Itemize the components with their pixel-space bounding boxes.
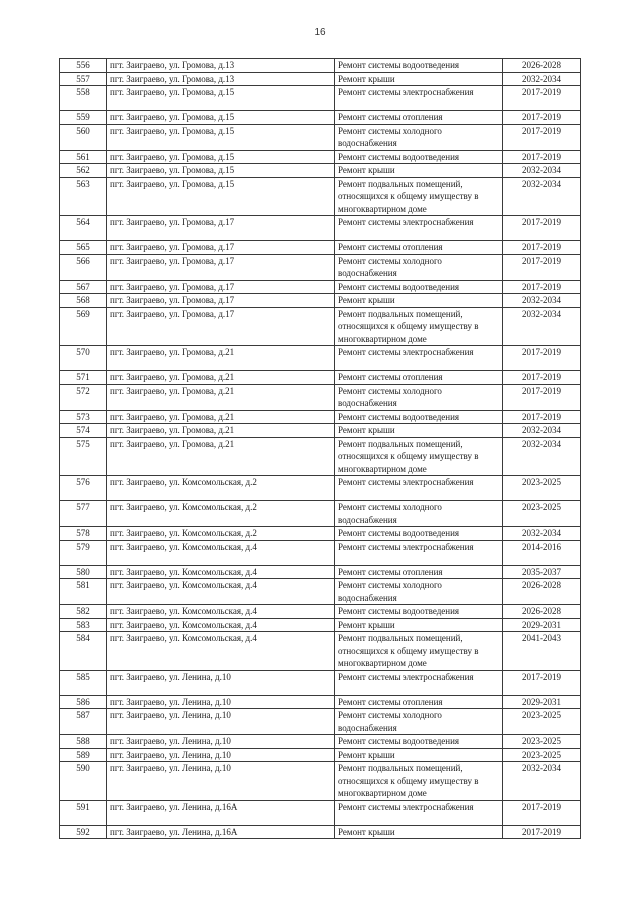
address-cell: пгт. Заиграево, ул. Громова, д.15 [107, 177, 335, 216]
table-row [60, 384, 581, 410]
work-type-cell: Ремонт подвальных помещений, относящихся к общему имуществу в многоквартирном доме [335, 437, 503, 476]
work-type-cell: Ремонт системы водоотведения [335, 527, 503, 541]
table-row [60, 59, 581, 73]
work-type-cell: Ремонт системы электроснабжения [335, 346, 503, 371]
address-cell: пгт. Заиграево, ул. Комсомольская, д.2 [107, 501, 335, 527]
table-row [60, 307, 581, 346]
row-number-cell: 576 [60, 476, 107, 501]
table-row [60, 241, 581, 255]
row-number-cell: 572 [60, 384, 107, 410]
table-body [60, 59, 581, 839]
address-cell: пгт. Заиграево, ул. Громова, д.17 [107, 241, 335, 255]
page-number: 16 [314, 27, 326, 38]
row-number-cell: 591 [60, 800, 107, 825]
work-type-cell: Ремонт системы водоотведения [335, 410, 503, 424]
address-cell: пгт. Заиграево, ул. Громова, д.13 [107, 72, 335, 86]
table-row [60, 124, 581, 150]
period-cell: 2017-2019 [503, 346, 581, 371]
row-number-cell: 566 [60, 254, 107, 280]
row-number-cell: 561 [60, 150, 107, 164]
row-number-cell: 559 [60, 111, 107, 125]
work-type-cell: Ремонт крыши [335, 72, 503, 86]
table-row [60, 86, 581, 111]
row-number-cell: 569 [60, 307, 107, 346]
period-cell: 2026-2028 [503, 605, 581, 619]
work-type-cell: Ремонт крыши [335, 618, 503, 632]
period-cell: 2032-2034 [503, 437, 581, 476]
work-type-cell: Ремонт системы электроснабжения [335, 476, 503, 501]
address-cell: пгт. Заиграево, ул. Ленина, д.16А [107, 825, 335, 839]
period-cell: 2023-2025 [503, 748, 581, 762]
period-cell: 2017-2019 [503, 86, 581, 111]
work-type-cell: Ремонт системы электроснабжения [335, 86, 503, 111]
table-row [60, 709, 581, 735]
row-number-cell: 584 [60, 632, 107, 671]
table-row [60, 670, 581, 695]
address-cell: пгт. Заиграево, ул. Комсомольская, д.4 [107, 618, 335, 632]
period-cell: 2032-2034 [503, 424, 581, 438]
work-type-cell: Ремонт системы холодного водоснабжения [335, 384, 503, 410]
table-row [60, 695, 581, 709]
work-type-cell: Ремонт системы холодного водоснабжения [335, 124, 503, 150]
work-type-cell: Ремонт системы холодного водоснабжения [335, 254, 503, 280]
row-number-cell: 563 [60, 177, 107, 216]
address-cell: пгт. Заиграево, ул. Комсомольская, д.2 [107, 527, 335, 541]
table-row [60, 72, 581, 86]
table-row [60, 476, 581, 501]
address-cell: пгт. Заиграево, ул. Комсомольская, д.4 [107, 565, 335, 579]
row-number-cell: 590 [60, 762, 107, 801]
period-cell: 2029-2031 [503, 618, 581, 632]
table-row [60, 762, 581, 801]
row-number-cell: 568 [60, 294, 107, 308]
work-type-cell: Ремонт системы отопления [335, 111, 503, 125]
row-number-cell: 586 [60, 695, 107, 709]
period-cell: 2017-2019 [503, 216, 581, 241]
period-cell: 2023-2025 [503, 709, 581, 735]
work-type-cell: Ремонт системы водоотведения [335, 280, 503, 294]
period-cell: 2032-2034 [503, 307, 581, 346]
row-number-cell: 574 [60, 424, 107, 438]
work-type-cell: Ремонт системы холодного водоснабжения [335, 709, 503, 735]
address-cell: пгт. Заиграево, ул. Громова, д.15 [107, 86, 335, 111]
work-type-cell: Ремонт системы холодного водоснабжения [335, 501, 503, 527]
period-cell: 2017-2019 [503, 241, 581, 255]
address-cell: пгт. Заиграево, ул. Громова, д.17 [107, 216, 335, 241]
work-type-cell: Ремонт системы отопления [335, 241, 503, 255]
table-row [60, 800, 581, 825]
period-cell: 2017-2019 [503, 800, 581, 825]
period-cell: 2032-2034 [503, 527, 581, 541]
row-number-cell: 588 [60, 735, 107, 749]
table-row [60, 280, 581, 294]
period-cell: 2017-2019 [503, 150, 581, 164]
row-number-cell: 562 [60, 164, 107, 178]
row-number-cell: 564 [60, 216, 107, 241]
work-type-cell: Ремонт подвальных помещений, относящихся к общему имуществу в многоквартирном доме [335, 177, 503, 216]
row-number-cell: 573 [60, 410, 107, 424]
work-type-cell: Ремонт подвальных помещений, относящихся к общему имуществу в многоквартирном доме [335, 762, 503, 801]
period-cell: 2017-2019 [503, 410, 581, 424]
address-cell: пгт. Заиграево, ул. Громова, д.21 [107, 346, 335, 371]
work-type-cell: Ремонт крыши [335, 748, 503, 762]
table-row [60, 527, 581, 541]
row-number-cell: 565 [60, 241, 107, 255]
row-number-cell: 583 [60, 618, 107, 632]
address-cell: пгт. Заиграево, ул. Громова, д.17 [107, 307, 335, 346]
table-row [60, 501, 581, 527]
period-cell: 2032-2034 [503, 72, 581, 86]
row-number-cell: 579 [60, 540, 107, 565]
table-row [60, 565, 581, 579]
period-cell: 2017-2019 [503, 384, 581, 410]
period-cell: 2017-2019 [503, 124, 581, 150]
table-row [60, 410, 581, 424]
address-cell: пгт. Заиграево, ул. Громова, д.15 [107, 164, 335, 178]
table-row [60, 579, 581, 605]
row-number-cell: 570 [60, 346, 107, 371]
row-number-cell: 571 [60, 371, 107, 385]
table-row [60, 216, 581, 241]
period-cell: 2032-2034 [503, 177, 581, 216]
table-row [60, 825, 581, 839]
work-type-cell: Ремонт подвальных помещений, относящихся к общему имуществу в многоквартирном доме [335, 307, 503, 346]
table-row [60, 540, 581, 565]
work-type-cell: Ремонт крыши [335, 164, 503, 178]
work-type-cell: Ремонт крыши [335, 424, 503, 438]
row-number-cell: 585 [60, 670, 107, 695]
period-cell: 2023-2025 [503, 735, 581, 749]
address-cell: пгт. Заиграево, ул. Ленина, д.10 [107, 748, 335, 762]
table-row [60, 150, 581, 164]
period-cell: 2014-2016 [503, 540, 581, 565]
work-type-cell: Ремонт подвальных помещений, относящихся к общему имуществу в многоквартирном доме [335, 632, 503, 671]
period-cell: 2017-2019 [503, 111, 581, 125]
period-cell: 2017-2019 [503, 254, 581, 280]
table-row [60, 605, 581, 619]
address-cell: пгт. Заиграево, ул. Громова, д.17 [107, 280, 335, 294]
address-cell: пгт. Заиграево, ул. Громова, д.21 [107, 410, 335, 424]
row-number-cell: 581 [60, 579, 107, 605]
row-number-cell: 577 [60, 501, 107, 527]
work-type-cell: Ремонт системы электроснабжения [335, 216, 503, 241]
work-type-cell: Ремонт крыши [335, 294, 503, 308]
period-cell: 2041-2043 [503, 632, 581, 671]
table-row [60, 164, 581, 178]
period-cell: 2017-2019 [503, 371, 581, 385]
row-number-cell: 556 [60, 59, 107, 73]
address-cell: пгт. Заиграево, ул. Комсомольская, д.4 [107, 605, 335, 619]
period-cell: 2017-2019 [503, 670, 581, 695]
period-cell: 2032-2034 [503, 294, 581, 308]
work-type-cell: Ремонт системы водоотведения [335, 59, 503, 73]
address-cell: пгт. Заиграево, ул. Громова, д.21 [107, 371, 335, 385]
address-cell: пгт. Заиграево, ул. Ленина, д.10 [107, 695, 335, 709]
work-type-cell: Ремонт системы электроснабжения [335, 670, 503, 695]
address-cell: пгт. Заиграево, ул. Громова, д.21 [107, 384, 335, 410]
repair-schedule-table [59, 58, 581, 839]
work-type-cell: Ремонт системы холодного водоснабжения [335, 579, 503, 605]
address-cell: пгт. Заиграево, ул. Комсомольская, д.4 [107, 632, 335, 671]
address-cell: пгт. Заиграево, ул. Громова, д.21 [107, 437, 335, 476]
address-cell: пгт. Заиграево, ул. Ленина, д.10 [107, 762, 335, 801]
row-number-cell: 560 [60, 124, 107, 150]
address-cell: пгт. Заиграево, ул. Комсомольская, д.2 [107, 476, 335, 501]
row-number-cell: 578 [60, 527, 107, 541]
work-type-cell: Ремонт системы водоотведения [335, 150, 503, 164]
work-type-cell: Ремонт системы отопления [335, 565, 503, 579]
address-cell: пгт. Заиграево, ул. Комсомольская, д.4 [107, 579, 335, 605]
work-type-cell: Ремонт системы водоотведения [335, 735, 503, 749]
row-number-cell: 558 [60, 86, 107, 111]
address-cell: пгт. Заиграево, ул. Громова, д.13 [107, 59, 335, 73]
address-cell: пгт. Заиграево, ул. Громова, д.15 [107, 111, 335, 125]
row-number-cell: 582 [60, 605, 107, 619]
period-cell: 2017-2019 [503, 280, 581, 294]
table-row [60, 177, 581, 216]
table-row [60, 254, 581, 280]
address-cell: пгт. Заиграево, ул. Громова, д.17 [107, 294, 335, 308]
row-number-cell: 567 [60, 280, 107, 294]
table-row [60, 371, 581, 385]
period-cell: 2023-2025 [503, 501, 581, 527]
period-cell: 2026-2028 [503, 59, 581, 73]
table-row [60, 735, 581, 749]
table-row [60, 437, 581, 476]
address-cell: пгт. Заиграево, ул. Громова, д.21 [107, 424, 335, 438]
table-row [60, 618, 581, 632]
period-cell: 2035-2037 [503, 565, 581, 579]
row-number-cell: 575 [60, 437, 107, 476]
period-cell: 2032-2034 [503, 762, 581, 801]
row-number-cell: 587 [60, 709, 107, 735]
work-type-cell: Ремонт системы отопления [335, 371, 503, 385]
address-cell: пгт. Заиграево, ул. Ленина, д.10 [107, 670, 335, 695]
address-cell: пгт. Заиграево, ул. Ленина, д.10 [107, 709, 335, 735]
table-row [60, 111, 581, 125]
work-type-cell: Ремонт системы электроснабжения [335, 540, 503, 565]
row-number-cell: 589 [60, 748, 107, 762]
period-cell: 2023-2025 [503, 476, 581, 501]
address-cell: пгт. Заиграево, ул. Комсомольская, д.4 [107, 540, 335, 565]
work-type-cell: Ремонт системы электроснабжения [335, 800, 503, 825]
work-type-cell: Ремонт системы отопления [335, 695, 503, 709]
work-type-cell: Ремонт системы водоотведения [335, 605, 503, 619]
row-number-cell: 580 [60, 565, 107, 579]
address-cell: пгт. Заиграево, ул. Громова, д.17 [107, 254, 335, 280]
period-cell: 2029-2031 [503, 695, 581, 709]
period-cell: 2032-2034 [503, 164, 581, 178]
table-row [60, 424, 581, 438]
address-cell: пгт. Заиграево, ул. Громова, д.15 [107, 150, 335, 164]
address-cell: пгт. Заиграево, ул. Ленина, д.10 [107, 735, 335, 749]
table-row [60, 748, 581, 762]
address-cell: пгт. Заиграево, ул. Ленина, д.16А [107, 800, 335, 825]
row-number-cell: 557 [60, 72, 107, 86]
period-cell: 2026-2028 [503, 579, 581, 605]
table-row [60, 346, 581, 371]
table-row [60, 632, 581, 671]
row-number-cell: 592 [60, 825, 107, 839]
address-cell: пгт. Заиграево, ул. Громова, д.15 [107, 124, 335, 150]
period-cell: 2017-2019 [503, 825, 581, 839]
table-row [60, 294, 581, 308]
work-type-cell: Ремонт крыши [335, 825, 503, 839]
